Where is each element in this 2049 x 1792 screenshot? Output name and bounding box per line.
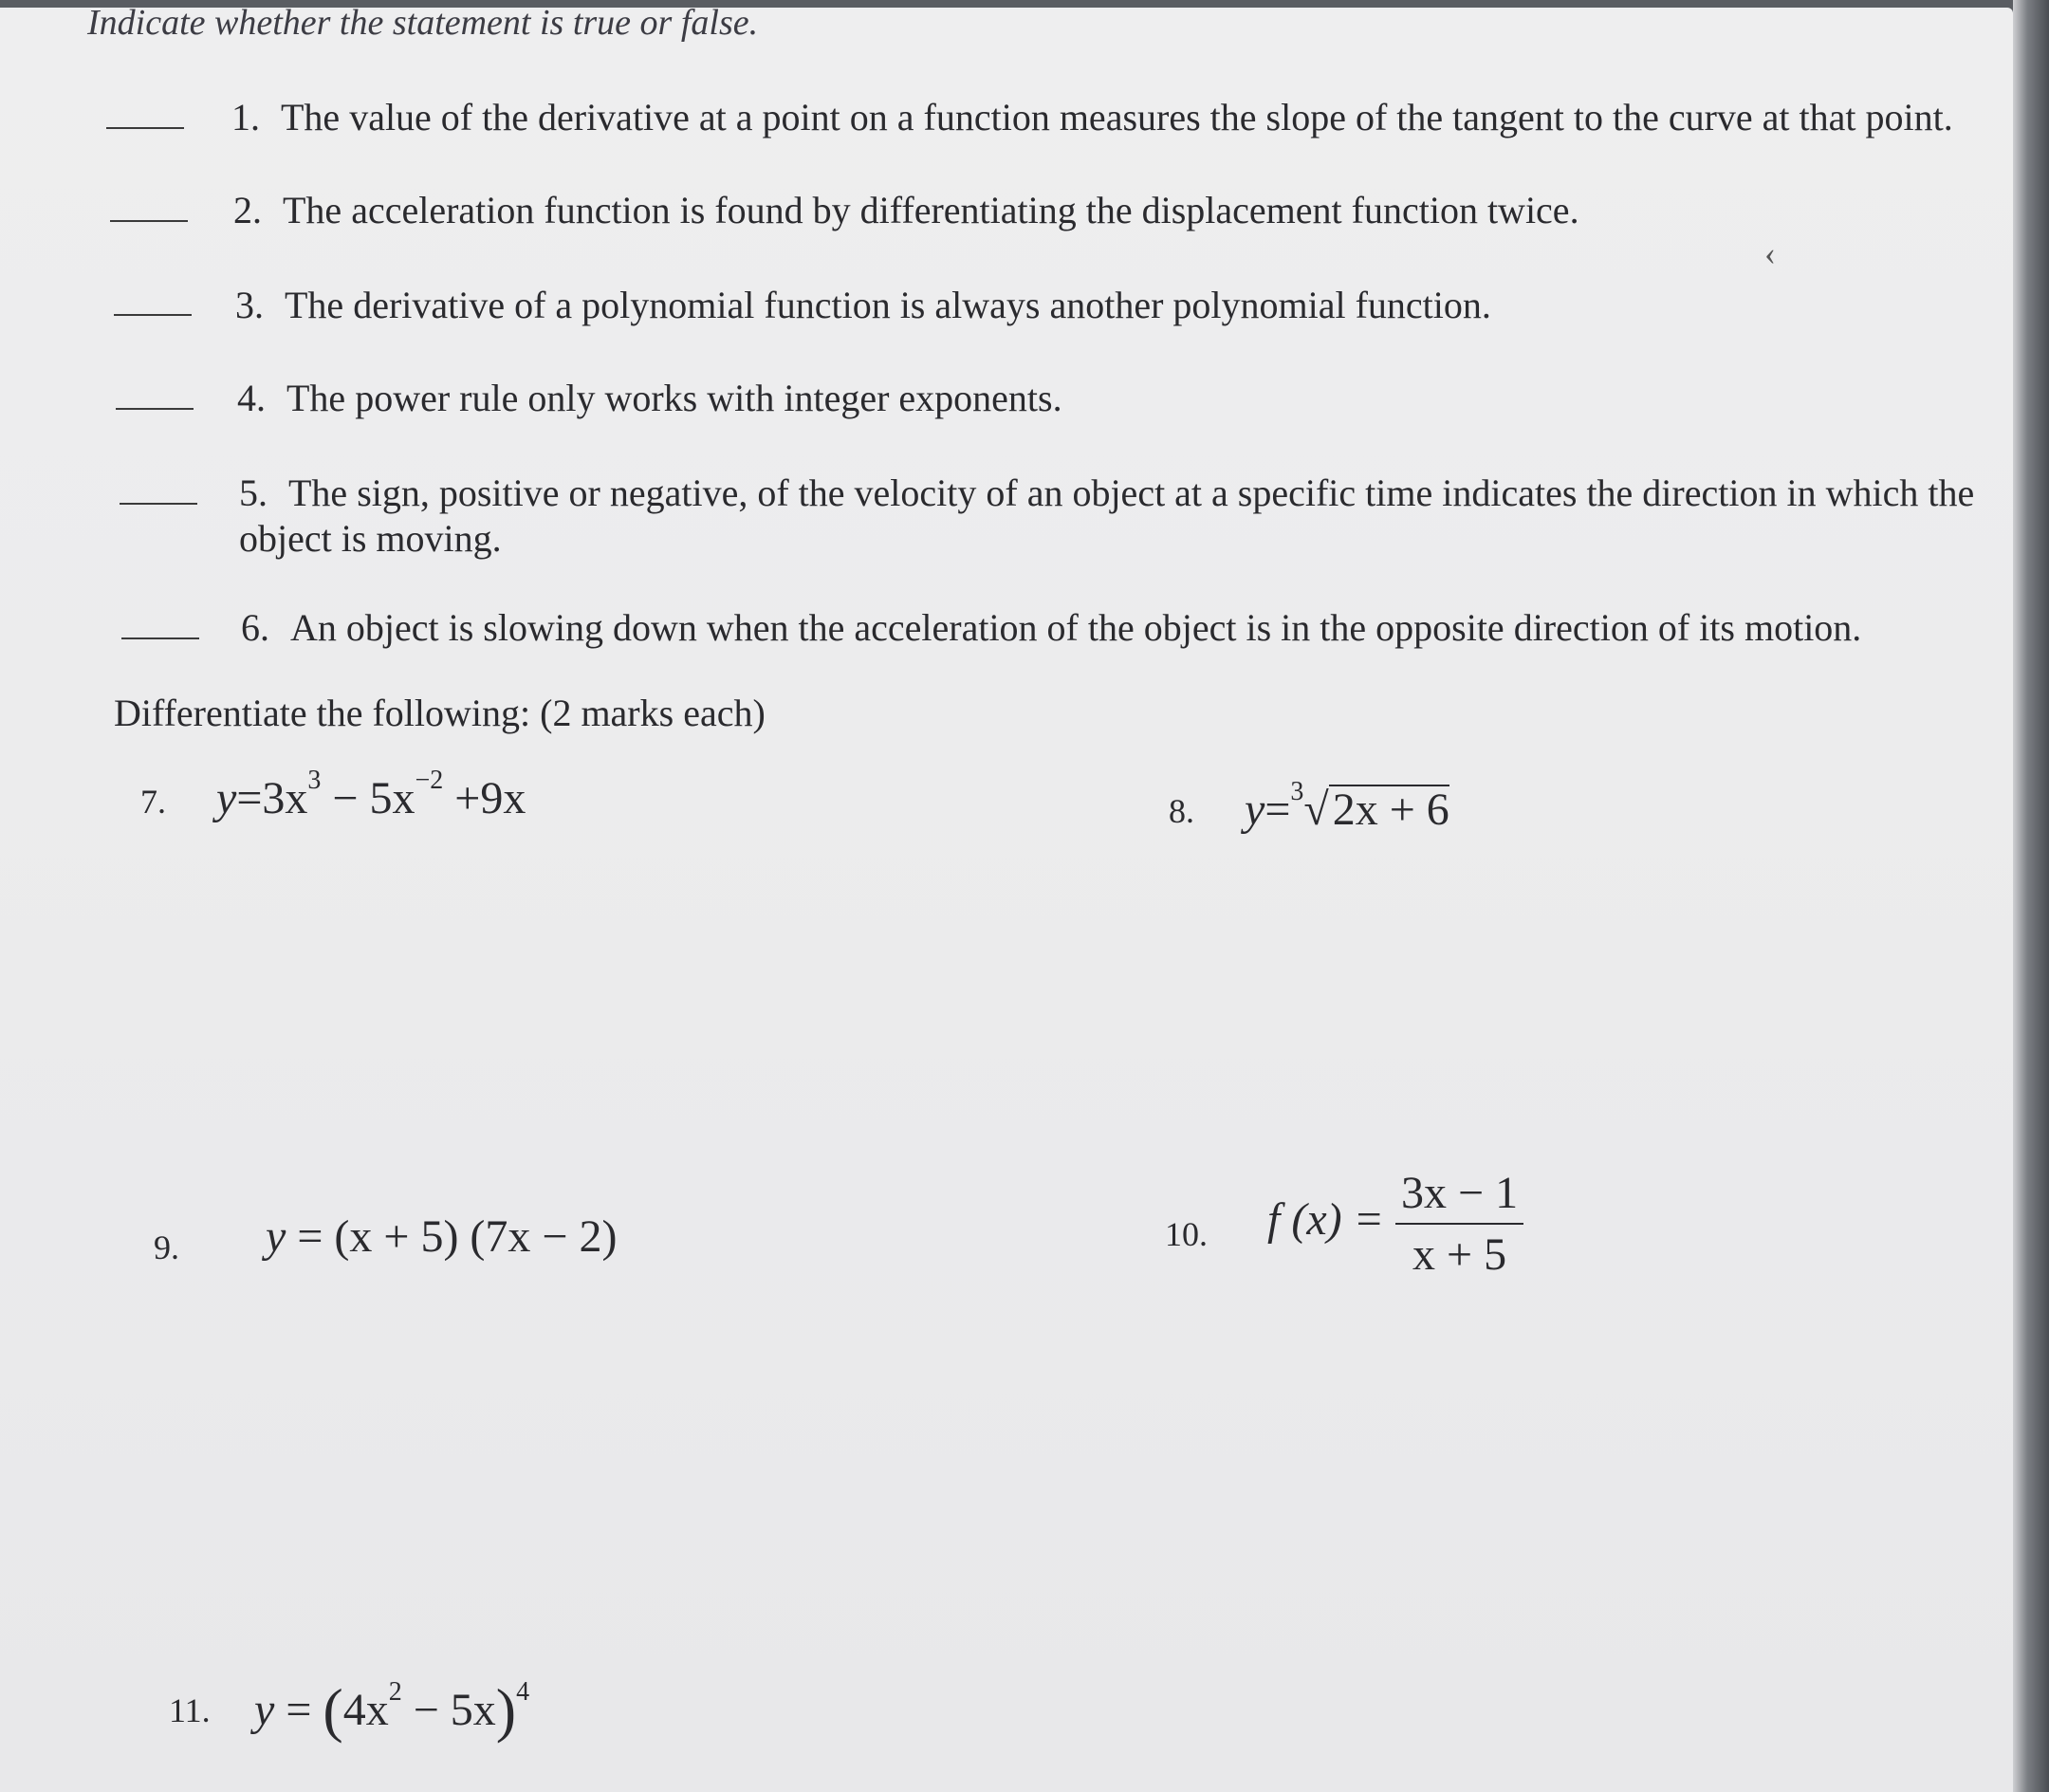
problem-9-expression [266,1210,617,1263]
equals-sign: = [1264,785,1291,835]
statement-number: 5. [239,471,268,514]
problem-10-expression [1267,1167,1523,1281]
term: 3x [262,773,308,823]
statement-text: The power rule only works with integer exponents. [286,377,1062,419]
instructions-heading: Indicate whether the statement is true or false. [87,3,759,43]
answer-blank-1[interactable] [106,127,184,129]
product-expression: = (x + 5) (7x − 2) [286,1211,618,1262]
outer-exponent: 4 [516,1677,530,1707]
equals-sign: = [236,773,263,823]
answer-blank-4[interactable] [116,408,194,410]
worksheet-page [0,3,2013,1792]
equals-sign: = [274,1685,323,1735]
statement-number: 1. [231,96,260,139]
statement-number: 6. [241,606,269,649]
variable-y: y [266,1211,286,1262]
denominator: x + 5 [1412,1229,1507,1280]
problem-8-number: 8. [1169,792,1194,830]
variable-y: y [216,773,237,823]
problem-9-number: 9. [154,1229,179,1266]
statement-number: 4. [237,377,266,419]
variable-y: y [1245,785,1265,835]
statement-text: An object is slowing down when the acceleration of the object is in the opposite direction of its motion. [290,606,1862,649]
statement-text-line-1: The sign, positive or negative, of the velocity of an object at a specific time indicates the direction in which the [288,471,1975,514]
statement-2 [233,188,1579,232]
term: − 5x [401,1685,496,1735]
problem-7-expression [216,766,526,824]
numerator: 3x − 1 [1395,1167,1523,1225]
statement-text: The value of the derivative at a point on a function measures the slope of the tangent to the curve at that point. [281,96,1953,139]
statement-number: 3. [235,284,264,326]
stray-pen-mark: ‹ [1764,234,1776,272]
problem-10-number: 10. [1165,1215,1208,1253]
problem-8-expression [1245,777,1449,836]
problem-7-number: 7. [140,783,166,821]
statement-text: The derivative of a polynomial function is always another polynomial function. [285,284,1491,326]
problem-11-expression [254,1675,529,1746]
answer-blank-3[interactable] [114,314,192,316]
variable-y: y [254,1685,275,1735]
term: 4x [342,1685,389,1735]
radicand: 2x + 6 [1329,785,1449,834]
differentiate-section-heading: Differentiate the following: (2 marks each) [114,692,766,734]
answer-blank-6[interactable] [121,637,199,639]
problem-11-number: 11. [169,1691,211,1729]
statement-number: 2. [233,189,262,231]
function-lhs: f (x) = [1267,1194,1384,1246]
statement-4 [237,376,1062,420]
exponent: 3 [307,766,322,795]
exponent: 2 [388,1677,402,1707]
statement-5 [239,471,1974,515]
term: − 5x [321,773,415,823]
exponent: −2 [415,766,444,795]
root-index: 3 [1290,777,1304,806]
statement-5-continued: object is moving. [239,517,502,560]
right-paren: ) [495,1676,517,1744]
statement-6 [241,605,1861,650]
radical-sign: √ [1303,785,1329,835]
left-paren: ( [323,1676,343,1744]
term: +9x [443,773,526,823]
statement-3 [235,283,1491,327]
monitor-bezel-edge [2013,0,2049,1792]
answer-blank-5[interactable] [120,503,197,505]
statement-1 [231,95,1953,139]
statement-text: The acceleration function is found by differentiating the displacement function twice. [283,189,1579,231]
fraction [1395,1167,1523,1281]
answer-blank-2[interactable] [110,220,188,222]
